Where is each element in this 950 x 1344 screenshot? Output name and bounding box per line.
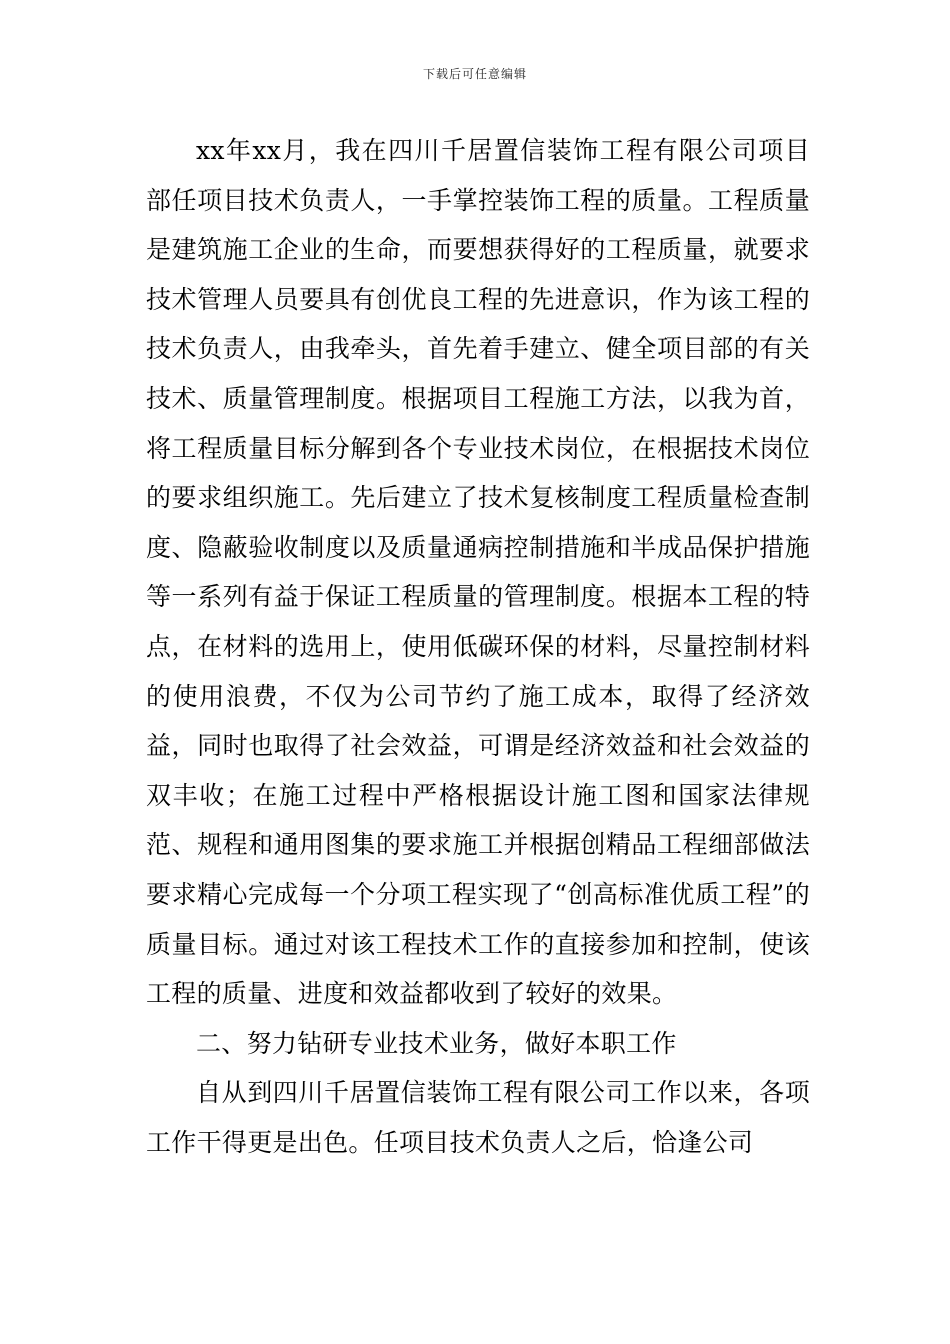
header-note: 下载后可任意编辑 <box>422 67 527 81</box>
paragraph-project-quality: xx年xx月，我在四川千居置信装饰工程有限公司项目部任项目技术负责人，一手掌控装饰工程的质量。工程质量是建筑施工企业的生命，而要想获得好的工程质量，就要求技术管理人员要具有创优良工程的先进意识，作为该工程的技术负责人，由我牵头，首先着手建立、健全项目部的有关技术、质量管理制度。根据项目工程施工方法，以我为首，将工程质量目标分解到各个专业技术岗位，在根据技术岗位的要求组织施工。先后建立了技术复核制度工程质量检查制度、隐蔽验收制度以及质量通病控制措施和半成品保护措施等一系列有益于保证工程质量的管理制度。根据本工程的特点，在材料的选用上，使用低碳环保的材料，尽量控制材料的使用浪费，不仅为公司节约了施工成本，取得了经济效益，同时也取得了社会效益，可谓是经济效益和社会效益的双丰收；在施工过程中严格根据设计施工图和国家法律规范、规程和通用图集的要求施工并根据创精品工程细部做法要求精心完成每一个分项工程实现了“创高标准优质工程”的质量目标。通过对该工程技术工作的直接参加和控制，使该工程的质量、进度和效益都收到了较好的效果。 <box>146 136 810 1009</box>
document-body <box>146 126 810 1167</box>
paragraph-professional-work: 自从到四川千居置信装饰工程有限公司工作以来，各项工作干得更是出色。任项目技术负责人之后，恰逢公司 <box>146 1078 810 1157</box>
section-heading: 二、努力钻研专业技术业务，做好本职工作 <box>196 1028 677 1058</box>
